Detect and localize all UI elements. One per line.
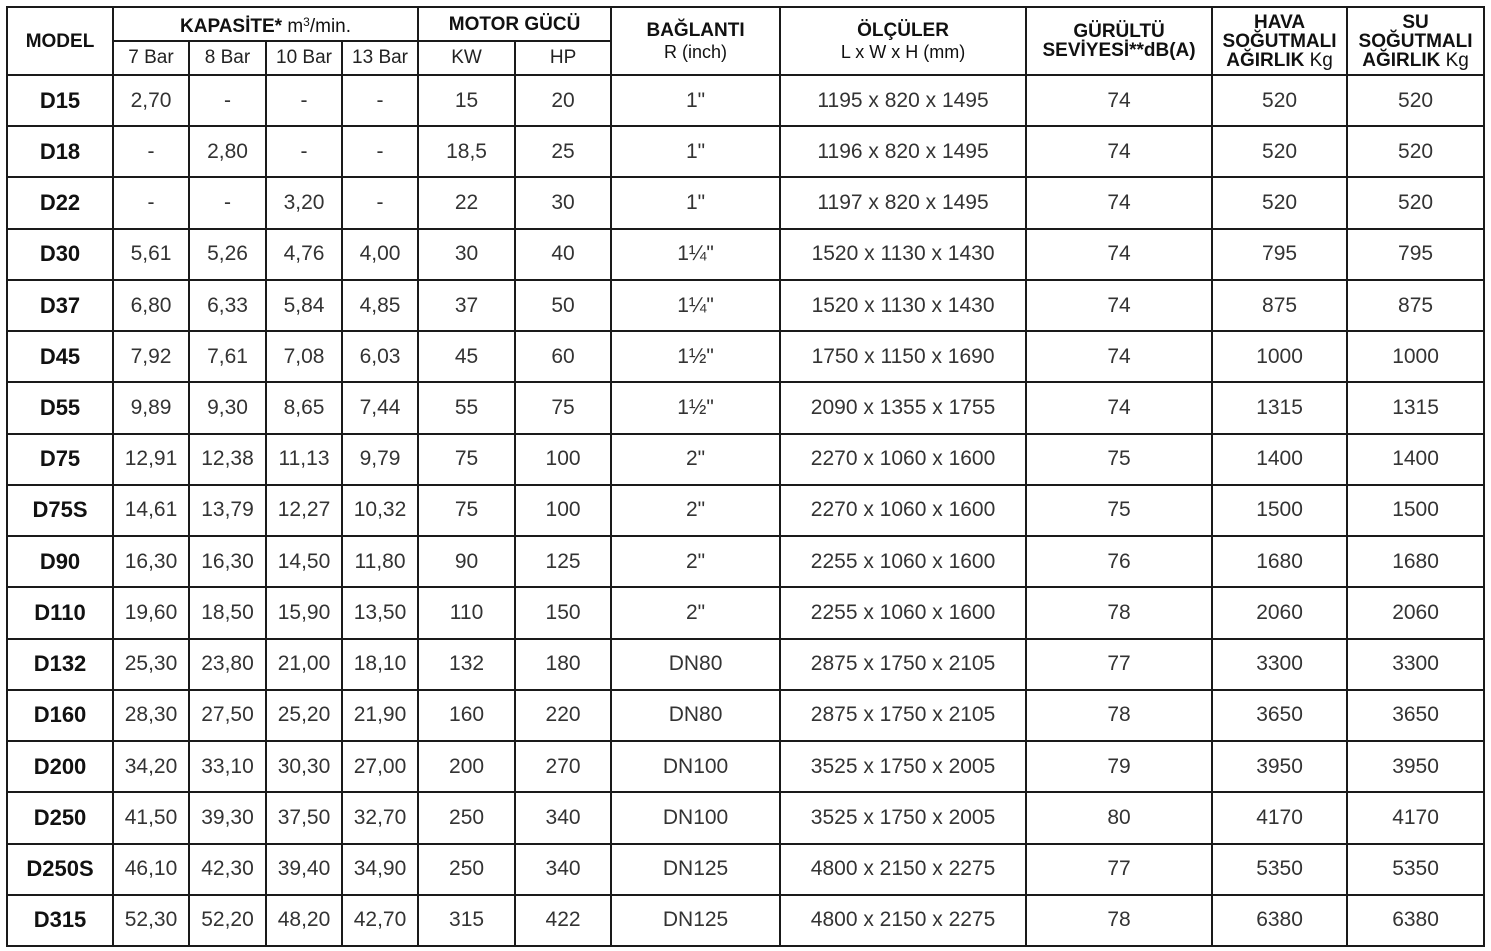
cell-10bar: 7,08 bbox=[266, 331, 342, 382]
table-row bbox=[7, 382, 1484, 433]
cell-kw: 75 bbox=[418, 485, 515, 536]
table-row bbox=[7, 485, 1484, 536]
cell-dimensions: 1520 x 1130 x 1430 bbox=[780, 280, 1026, 331]
subheader-7bar: 7 Bar bbox=[113, 41, 189, 75]
cell-water-weight: 5350 bbox=[1347, 844, 1484, 895]
cell-10bar: 8,65 bbox=[266, 382, 342, 433]
table-row bbox=[7, 639, 1484, 690]
table-row bbox=[7, 741, 1484, 792]
header-noise bbox=[1026, 7, 1212, 75]
cell-hp: 20 bbox=[515, 75, 611, 126]
cell-13bar: 18,10 bbox=[342, 639, 418, 690]
cell-8bar: 33,10 bbox=[189, 741, 266, 792]
cell-hp: 50 bbox=[515, 280, 611, 331]
cell-air-weight: 3300 bbox=[1212, 639, 1347, 690]
cell-water-weight: 1500 bbox=[1347, 485, 1484, 536]
cell-13bar: 6,03 bbox=[342, 331, 418, 382]
cell-13bar: 42,70 bbox=[342, 895, 418, 946]
header-connection-label: BAĞLANTI bbox=[646, 19, 745, 41]
cell-air-weight: 875 bbox=[1212, 280, 1347, 331]
cell-10bar: - bbox=[266, 126, 342, 177]
cell-model: D315 bbox=[7, 895, 113, 946]
table-row bbox=[7, 75, 1484, 126]
table-row bbox=[7, 229, 1484, 280]
subheader-8bar: 8 Bar bbox=[189, 41, 266, 75]
cell-air-weight: 1000 bbox=[1212, 331, 1347, 382]
header-dimensions-sub: L x W x H (mm) bbox=[840, 41, 966, 62]
cell-13bar: 4,85 bbox=[342, 280, 418, 331]
cell-10bar: 15,90 bbox=[266, 587, 342, 638]
table-row bbox=[7, 895, 1484, 946]
cell-8bar: 5,26 bbox=[189, 229, 266, 280]
cell-7bar: 46,10 bbox=[113, 844, 189, 895]
cell-connection: 1½" bbox=[611, 382, 780, 433]
cell-connection: 2" bbox=[611, 485, 780, 536]
cell-water-weight: 3950 bbox=[1347, 741, 1484, 792]
cell-model: D15 bbox=[7, 75, 113, 126]
cell-noise: 74 bbox=[1026, 229, 1212, 280]
cell-13bar: - bbox=[342, 126, 418, 177]
cell-air-weight: 520 bbox=[1212, 177, 1347, 228]
cell-hp: 60 bbox=[515, 331, 611, 382]
cell-dimensions: 1196 x 820 x 1495 bbox=[780, 126, 1026, 177]
header-water-line3: AĞIRLIK bbox=[1362, 49, 1441, 71]
cell-model: D30 bbox=[7, 229, 113, 280]
cell-hp: 100 bbox=[515, 434, 611, 485]
cell-7bar: 5,61 bbox=[113, 229, 189, 280]
cell-air-weight: 5350 bbox=[1212, 844, 1347, 895]
cell-10bar: 4,76 bbox=[266, 229, 342, 280]
cell-air-weight: 520 bbox=[1212, 75, 1347, 126]
compressor-spec-table bbox=[6, 6, 1485, 947]
cell-water-weight: 2060 bbox=[1347, 587, 1484, 638]
cell-model: D250 bbox=[7, 792, 113, 843]
cell-connection: DN100 bbox=[611, 792, 780, 843]
header-connection bbox=[611, 7, 780, 75]
cell-dimensions: 3525 x 1750 x 2005 bbox=[780, 741, 1026, 792]
cell-hp: 180 bbox=[515, 639, 611, 690]
cell-connection: 1" bbox=[611, 75, 780, 126]
cell-kw: 75 bbox=[418, 434, 515, 485]
cell-model: D132 bbox=[7, 639, 113, 690]
cell-8bar: - bbox=[189, 75, 266, 126]
header-water-line1: SU bbox=[1402, 11, 1429, 33]
table-header bbox=[7, 7, 1484, 75]
cell-model: D18 bbox=[7, 126, 113, 177]
cell-8bar: 52,20 bbox=[189, 895, 266, 946]
cell-air-weight: 1500 bbox=[1212, 485, 1347, 536]
cell-dimensions: 1197 x 820 x 1495 bbox=[780, 177, 1026, 228]
cell-dimensions: 2875 x 1750 x 2105 bbox=[780, 690, 1026, 741]
cell-kw: 110 bbox=[418, 587, 515, 638]
cell-dimensions: 1520 x 1130 x 1430 bbox=[780, 229, 1026, 280]
cell-7bar: 14,61 bbox=[113, 485, 189, 536]
cell-noise: 74 bbox=[1026, 75, 1212, 126]
cell-water-weight: 3300 bbox=[1347, 639, 1484, 690]
cell-noise: 74 bbox=[1026, 280, 1212, 331]
cell-water-weight: 4170 bbox=[1347, 792, 1484, 843]
table-row bbox=[7, 587, 1484, 638]
cell-noise: 75 bbox=[1026, 434, 1212, 485]
cell-noise: 78 bbox=[1026, 587, 1212, 638]
cell-dimensions: 2270 x 1060 x 1600 bbox=[780, 434, 1026, 485]
table-row bbox=[7, 792, 1484, 843]
table-row bbox=[7, 177, 1484, 228]
cell-8bar: 27,50 bbox=[189, 690, 266, 741]
header-capacity-label: KAPASİTE* bbox=[180, 15, 283, 37]
cell-dimensions: 2270 x 1060 x 1600 bbox=[780, 485, 1026, 536]
cell-connection: DN80 bbox=[611, 690, 780, 741]
cell-8bar: 6,33 bbox=[189, 280, 266, 331]
subheader-13bar: 13 Bar bbox=[342, 41, 418, 75]
cell-13bar: 11,80 bbox=[342, 536, 418, 587]
cell-connection: 1" bbox=[611, 177, 780, 228]
unit-min: /min. bbox=[309, 15, 352, 37]
cell-water-weight: 520 bbox=[1347, 177, 1484, 228]
cell-7bar: 6,80 bbox=[113, 280, 189, 331]
cell-water-weight: 1315 bbox=[1347, 382, 1484, 433]
cell-8bar: 23,80 bbox=[189, 639, 266, 690]
cell-7bar: - bbox=[113, 126, 189, 177]
cell-dimensions: 3525 x 1750 x 2005 bbox=[780, 792, 1026, 843]
cell-noise: 74 bbox=[1026, 126, 1212, 177]
table-row bbox=[7, 690, 1484, 741]
header-air-weight bbox=[1212, 7, 1347, 75]
cell-kw: 160 bbox=[418, 690, 515, 741]
cell-dimensions: 2090 x 1355 x 1755 bbox=[780, 382, 1026, 433]
cell-hp: 125 bbox=[515, 536, 611, 587]
table-body bbox=[7, 75, 1484, 946]
cell-air-weight: 6380 bbox=[1212, 895, 1347, 946]
cell-13bar: 13,50 bbox=[342, 587, 418, 638]
cell-kw: 45 bbox=[418, 331, 515, 382]
cell-7bar: - bbox=[113, 177, 189, 228]
cell-10bar: 5,84 bbox=[266, 280, 342, 331]
cell-connection: 1¼" bbox=[611, 229, 780, 280]
cell-kw: 37 bbox=[418, 280, 515, 331]
cell-air-weight: 3650 bbox=[1212, 690, 1347, 741]
cell-connection: DN80 bbox=[611, 639, 780, 690]
cell-noise: 74 bbox=[1026, 331, 1212, 382]
cell-kw: 200 bbox=[418, 741, 515, 792]
cell-noise: 77 bbox=[1026, 844, 1212, 895]
cell-13bar: 10,32 bbox=[342, 485, 418, 536]
cell-air-weight: 1315 bbox=[1212, 382, 1347, 433]
cell-hp: 100 bbox=[515, 485, 611, 536]
cell-8bar: 42,30 bbox=[189, 844, 266, 895]
cell-hp: 150 bbox=[515, 587, 611, 638]
cell-8bar: 9,30 bbox=[189, 382, 266, 433]
header-air-line2: SOĞUTMALI bbox=[1222, 30, 1337, 52]
cell-10bar: 11,13 bbox=[266, 434, 342, 485]
cell-dimensions: 1195 x 820 x 1495 bbox=[780, 75, 1026, 126]
table-row bbox=[7, 126, 1484, 177]
subheader-10bar: 10 Bar bbox=[266, 41, 342, 75]
cell-water-weight: 6380 bbox=[1347, 895, 1484, 946]
header-capacity-unit bbox=[287, 16, 351, 37]
cell-noise: 80 bbox=[1026, 792, 1212, 843]
cell-hp: 40 bbox=[515, 229, 611, 280]
cell-7bar: 2,70 bbox=[113, 75, 189, 126]
cell-model: D45 bbox=[7, 331, 113, 382]
cell-dimensions: 2255 x 1060 x 1600 bbox=[780, 536, 1026, 587]
cell-dimensions: 1750 x 1150 x 1690 bbox=[780, 331, 1026, 382]
cell-7bar: 7,92 bbox=[113, 331, 189, 382]
cell-model: D75 bbox=[7, 434, 113, 485]
cell-10bar: 14,50 bbox=[266, 536, 342, 587]
cell-connection: 1½" bbox=[611, 331, 780, 382]
cell-connection: 1" bbox=[611, 126, 780, 177]
cell-connection: 2" bbox=[611, 536, 780, 587]
cell-10bar: 48,20 bbox=[266, 895, 342, 946]
header-capacity bbox=[113, 7, 418, 41]
cell-model: D37 bbox=[7, 280, 113, 331]
cell-10bar: 39,40 bbox=[266, 844, 342, 895]
cell-connection: 2" bbox=[611, 587, 780, 638]
cell-water-weight: 3650 bbox=[1347, 690, 1484, 741]
cell-air-weight: 520 bbox=[1212, 126, 1347, 177]
cell-hp: 30 bbox=[515, 177, 611, 228]
cell-13bar: - bbox=[342, 177, 418, 228]
cell-air-weight: 2060 bbox=[1212, 587, 1347, 638]
cell-noise: 74 bbox=[1026, 382, 1212, 433]
header-model: MODEL bbox=[7, 7, 113, 75]
cell-kw: 250 bbox=[418, 844, 515, 895]
cell-dimensions: 2255 x 1060 x 1600 bbox=[780, 587, 1026, 638]
header-air-line3: AĞIRLIK bbox=[1226, 49, 1305, 71]
cell-10bar: 12,27 bbox=[266, 485, 342, 536]
cell-water-weight: 875 bbox=[1347, 280, 1484, 331]
header-air-line1: HAVA bbox=[1254, 11, 1306, 33]
cell-10bar: 21,00 bbox=[266, 639, 342, 690]
cell-dimensions: 4800 x 2150 x 2275 bbox=[780, 895, 1026, 946]
header-noise-line1: GÜRÜLTÜ bbox=[1073, 21, 1165, 42]
cell-13bar: 4,00 bbox=[342, 229, 418, 280]
header-air-unit: Kg bbox=[1309, 49, 1333, 71]
cell-air-weight: 795 bbox=[1212, 229, 1347, 280]
cell-kw: 18,5 bbox=[418, 126, 515, 177]
cell-model: D160 bbox=[7, 690, 113, 741]
cell-hp: 270 bbox=[515, 741, 611, 792]
unit-m: m bbox=[287, 15, 304, 37]
cell-7bar: 34,20 bbox=[113, 741, 189, 792]
header-water-unit: Kg bbox=[1445, 49, 1469, 71]
cell-10bar: 30,30 bbox=[266, 741, 342, 792]
cell-7bar: 52,30 bbox=[113, 895, 189, 946]
table-row bbox=[7, 331, 1484, 382]
cell-13bar: - bbox=[342, 75, 418, 126]
cell-water-weight: 520 bbox=[1347, 126, 1484, 177]
cell-8bar: - bbox=[189, 177, 266, 228]
cell-7bar: 16,30 bbox=[113, 536, 189, 587]
cell-dimensions: 4800 x 2150 x 2275 bbox=[780, 844, 1026, 895]
cell-noise: 79 bbox=[1026, 741, 1212, 792]
cell-hp: 422 bbox=[515, 895, 611, 946]
cell-noise: 76 bbox=[1026, 536, 1212, 587]
cell-connection: 2" bbox=[611, 434, 780, 485]
cell-noise: 74 bbox=[1026, 177, 1212, 228]
header-water-line2: SOĞUTMALI bbox=[1358, 30, 1473, 52]
cell-8bar: 13,79 bbox=[189, 485, 266, 536]
cell-air-weight: 1400 bbox=[1212, 434, 1347, 485]
unit-sup: 3 bbox=[303, 14, 310, 29]
cell-10bar: - bbox=[266, 75, 342, 126]
cell-8bar: 18,50 bbox=[189, 587, 266, 638]
header-connection-sub: R (inch) bbox=[664, 41, 728, 62]
cell-kw: 90 bbox=[418, 536, 515, 587]
cell-8bar: 39,30 bbox=[189, 792, 266, 843]
cell-kw: 30 bbox=[418, 229, 515, 280]
cell-model: D75S bbox=[7, 485, 113, 536]
cell-hp: 340 bbox=[515, 792, 611, 843]
cell-air-weight: 4170 bbox=[1212, 792, 1347, 843]
cell-10bar: 3,20 bbox=[266, 177, 342, 228]
cell-7bar: 41,50 bbox=[113, 792, 189, 843]
header-water-weight bbox=[1347, 7, 1484, 75]
cell-13bar: 21,90 bbox=[342, 690, 418, 741]
cell-model: D250S bbox=[7, 844, 113, 895]
table-row bbox=[7, 434, 1484, 485]
cell-water-weight: 1000 bbox=[1347, 331, 1484, 382]
header-dimensions-label: ÖLÇÜLER bbox=[857, 19, 949, 41]
table-row bbox=[7, 844, 1484, 895]
cell-kw: 250 bbox=[418, 792, 515, 843]
subheader-kw: KW bbox=[418, 41, 515, 75]
cell-kw: 22 bbox=[418, 177, 515, 228]
cell-hp: 220 bbox=[515, 690, 611, 741]
cell-7bar: 28,30 bbox=[113, 690, 189, 741]
cell-water-weight: 1680 bbox=[1347, 536, 1484, 587]
cell-connection: DN100 bbox=[611, 741, 780, 792]
cell-8bar: 12,38 bbox=[189, 434, 266, 485]
cell-kw: 132 bbox=[418, 639, 515, 690]
cell-noise: 75 bbox=[1026, 485, 1212, 536]
cell-10bar: 37,50 bbox=[266, 792, 342, 843]
cell-10bar: 25,20 bbox=[266, 690, 342, 741]
cell-7bar: 19,60 bbox=[113, 587, 189, 638]
cell-kw: 315 bbox=[418, 895, 515, 946]
cell-model: D90 bbox=[7, 536, 113, 587]
cell-kw: 55 bbox=[418, 382, 515, 433]
cell-model: D110 bbox=[7, 587, 113, 638]
cell-model: D22 bbox=[7, 177, 113, 228]
cell-7bar: 12,91 bbox=[113, 434, 189, 485]
cell-air-weight: 3950 bbox=[1212, 741, 1347, 792]
cell-hp: 25 bbox=[515, 126, 611, 177]
cell-model: D55 bbox=[7, 382, 113, 433]
subheader-hp: HP bbox=[515, 41, 611, 75]
cell-hp: 340 bbox=[515, 844, 611, 895]
cell-13bar: 32,70 bbox=[342, 792, 418, 843]
header-dimensions bbox=[780, 7, 1026, 75]
cell-connection: 1¼" bbox=[611, 280, 780, 331]
cell-model: D200 bbox=[7, 741, 113, 792]
cell-hp: 75 bbox=[515, 382, 611, 433]
cell-water-weight: 795 bbox=[1347, 229, 1484, 280]
cell-8bar: 7,61 bbox=[189, 331, 266, 382]
cell-13bar: 27,00 bbox=[342, 741, 418, 792]
cell-water-weight: 1400 bbox=[1347, 434, 1484, 485]
cell-air-weight: 1680 bbox=[1212, 536, 1347, 587]
cell-noise: 77 bbox=[1026, 639, 1212, 690]
cell-noise: 78 bbox=[1026, 690, 1212, 741]
cell-7bar: 9,89 bbox=[113, 382, 189, 433]
cell-connection: DN125 bbox=[611, 895, 780, 946]
header-motor: MOTOR GÜCÜ bbox=[418, 7, 611, 41]
cell-13bar: 9,79 bbox=[342, 434, 418, 485]
cell-dimensions: 2875 x 1750 x 2105 bbox=[780, 639, 1026, 690]
table-row bbox=[7, 280, 1484, 331]
cell-8bar: 16,30 bbox=[189, 536, 266, 587]
table-row bbox=[7, 536, 1484, 587]
cell-water-weight: 520 bbox=[1347, 75, 1484, 126]
cell-7bar: 25,30 bbox=[113, 639, 189, 690]
cell-kw: 15 bbox=[418, 75, 515, 126]
cell-connection: DN125 bbox=[611, 844, 780, 895]
cell-8bar: 2,80 bbox=[189, 126, 266, 177]
cell-13bar: 7,44 bbox=[342, 382, 418, 433]
header-noise-line2: SEVİYESİ**dB(A) bbox=[1042, 40, 1196, 61]
cell-13bar: 34,90 bbox=[342, 844, 418, 895]
cell-noise: 78 bbox=[1026, 895, 1212, 946]
